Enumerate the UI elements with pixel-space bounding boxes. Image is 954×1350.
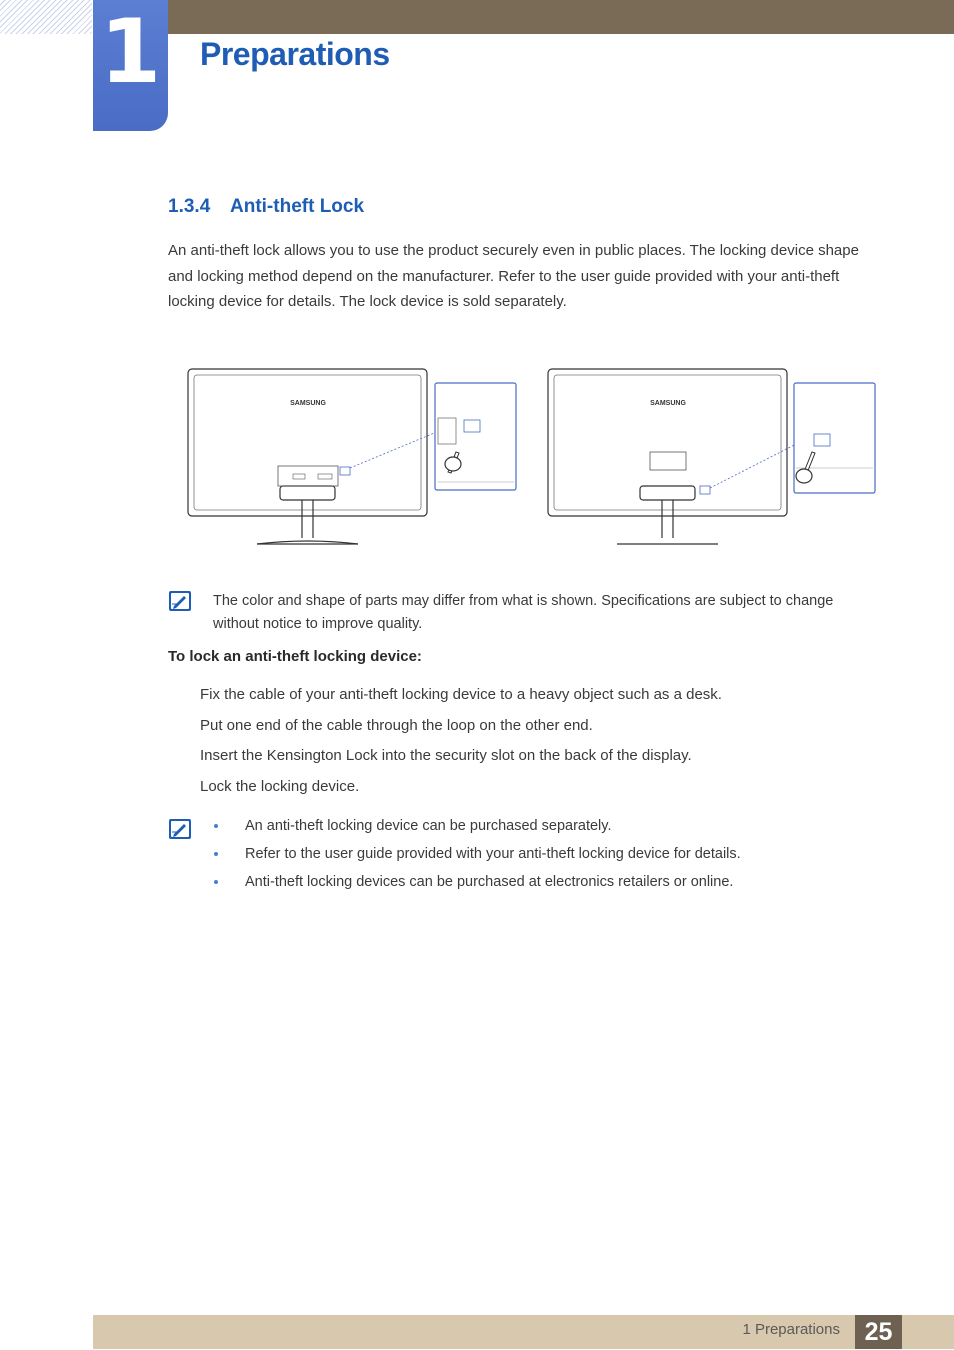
right-brand-label: SAMSUNG <box>650 400 686 407</box>
right-zoom-box <box>794 383 875 493</box>
left-brand-label: SAMSUNG <box>290 400 326 407</box>
page-number: 25 <box>855 1315 902 1349</box>
bullet-text: Refer to the user guide provided with your anti-theft locking device for details. <box>245 846 741 862</box>
footer-chapter-label: 1 Preparations <box>742 1321 840 1338</box>
note-bullet-list <box>213 818 863 902</box>
list-item <box>213 846 863 874</box>
bullet-text: An anti-theft locking device can be purchased separately. <box>245 818 612 834</box>
note-pencil-icon <box>168 818 192 840</box>
lock-steps-list <box>200 684 722 806</box>
section-heading <box>168 196 364 218</box>
right-monitor-back <box>548 369 787 544</box>
note-pencil-icon <box>168 590 192 612</box>
note-text: The color and shape of parts may differ from what is shown. Specifications are subject to change without notice to improve quality. <box>213 593 834 632</box>
list-item: Put one end of the cable through the loop on the other end. <box>200 716 593 734</box>
corner-hatch-decoration <box>0 0 92 34</box>
list-item <box>213 874 863 902</box>
header-band <box>168 0 954 34</box>
left-monitor-back <box>188 369 427 544</box>
bullet-icon <box>214 852 218 856</box>
intro-paragraph: An anti-theft lock allows you to use the product securely even in public places. The locking device shape and locking method depend on the manufacturer. Refer to the user guide provided with your anti-theft locking device for details. The lock device is sold separately. <box>168 242 859 310</box>
bullet-icon <box>214 880 218 884</box>
section-title: Anti-theft Lock <box>230 196 365 217</box>
list-item: Fix the cable of your anti-theft locking device to a heavy object such as a desk. <box>200 686 722 703</box>
section-number: 1.3.4 <box>168 196 211 217</box>
list-item: Lock the locking device. <box>200 777 360 795</box>
monitor-lock-illustration <box>180 360 890 555</box>
list-item <box>213 818 863 846</box>
chapter-title: Preparations <box>200 36 390 72</box>
bullet-text: Anti-theft locking devices can be purchased at electronics retailers or online. <box>245 874 734 890</box>
list-item: Insert the Kensington Lock into the security slot on the back of the display. <box>200 747 692 764</box>
chapter-number: 1 <box>99 0 162 103</box>
left-zoom-box <box>435 383 516 490</box>
right-callout-line <box>710 438 808 488</box>
bullet-icon <box>214 824 218 828</box>
lock-procedure-heading: To lock an anti-theft locking device: <box>168 648 422 665</box>
